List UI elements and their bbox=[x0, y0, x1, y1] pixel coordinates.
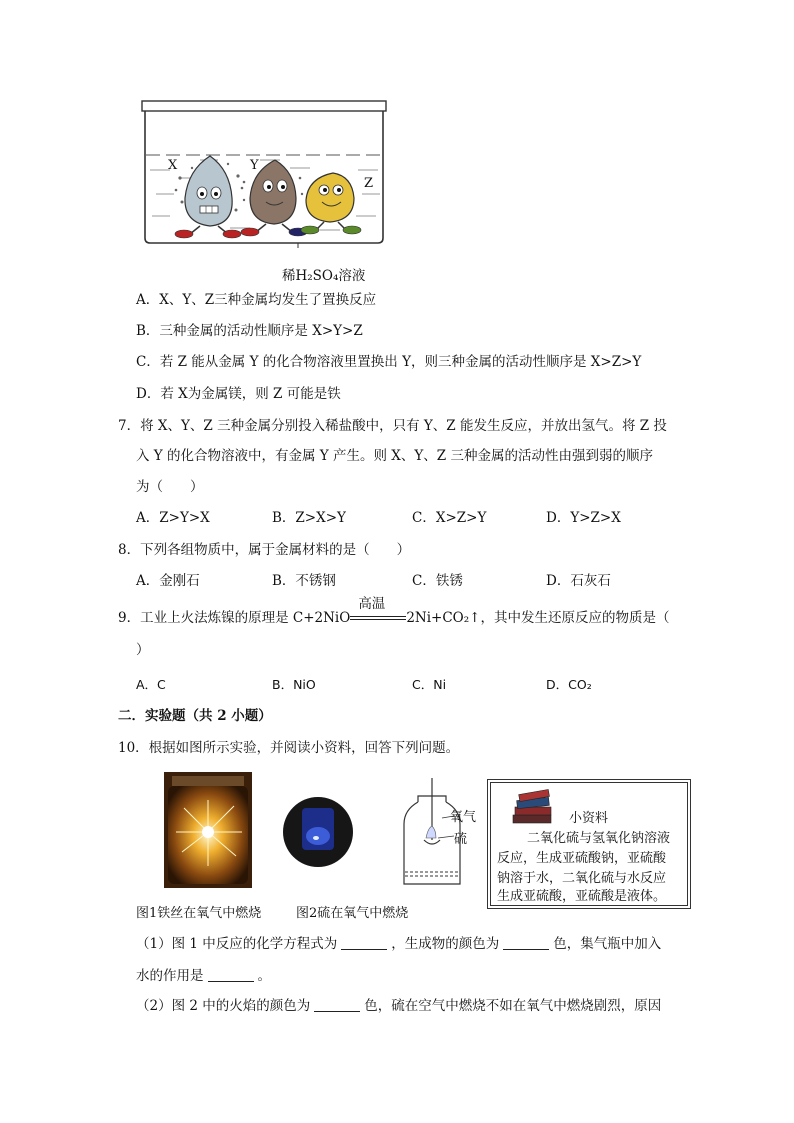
q10-part2-text-b: 色，硫在空气中燃烧不如在氧气中燃烧剧烈，原因 bbox=[364, 998, 662, 1014]
q9-stem bbox=[118, 596, 670, 628]
beaker-caption: 稀H₂SO₄溶液 bbox=[282, 268, 366, 284]
q9-option-b: B．NiO bbox=[272, 677, 316, 692]
beaker-figure bbox=[140, 98, 390, 248]
q10-part1-line2 bbox=[136, 966, 271, 986]
q10-part1-text-c: 色，集气瓶中加入 bbox=[553, 936, 662, 952]
q7-stem-line3: 为（ ） bbox=[136, 479, 204, 495]
q10-part2-line1 bbox=[136, 996, 661, 1016]
info-line-2: 反应，生成亚硫酸钠，亚硫酸 bbox=[497, 851, 667, 866]
q7-stem-line1: 7．将 X、Y、Z 三种金属分别投入稀盐酸中，只有 Y、Z 能发生反应，并放出氢气。将 Z 投 bbox=[118, 418, 667, 434]
q10-part2-blank-flame-color[interactable] bbox=[314, 997, 360, 1012]
label-oxygen: 氧气 bbox=[450, 810, 477, 825]
label-sulfur: 硫 bbox=[454, 832, 468, 847]
q9-option-c: C．Ni bbox=[412, 677, 447, 692]
books-icon bbox=[509, 789, 557, 827]
q8-stem: 8．下列各组物质中，属于金属材料的是（ ） bbox=[118, 542, 411, 558]
q10-part1-line1 bbox=[136, 934, 661, 954]
metal-x-label: X bbox=[168, 158, 178, 173]
q6-option-c: C．若 Z 能从金属 Y 的化合物溶液里置换出 Y，则三种金属的活动性顺序是 X>Z>Y bbox=[136, 354, 642, 370]
q8-option-d: D．石灰石 bbox=[546, 573, 611, 589]
metal-x-character bbox=[175, 156, 246, 238]
q9-stem-before: 9．工业上火法炼镍的原理是 C+2NiO bbox=[118, 610, 351, 626]
q10-part1-text-d: 水的作用是 bbox=[136, 968, 204, 984]
metal-z-label: Z bbox=[364, 176, 374, 191]
q10-stem: 10．根据如图所示实验，并阅读小资料，回答下列问题。 bbox=[118, 740, 460, 756]
q9-condition: 高温 bbox=[358, 596, 386, 612]
q10-part1-text-e: 。 bbox=[257, 968, 271, 984]
info-line-1: 二氧化硫与氢氧化钠溶液 bbox=[527, 831, 671, 846]
metal-z-character bbox=[301, 173, 361, 234]
q10-part1-text-b: ，生成物的颜色为 bbox=[391, 936, 500, 952]
q9-reaction-arrow bbox=[350, 596, 406, 628]
q7-option-c: C．X>Z>Y bbox=[412, 510, 487, 526]
q6-option-d: D．若 X为金属镁，则 Z 可能是铁 bbox=[136, 386, 341, 402]
q10-part1-blank-color[interactable] bbox=[503, 935, 549, 950]
metal-y-label: Y bbox=[250, 158, 259, 173]
q9-stem-after: 2Ni+CO₂↑，其中发生还原反应的物质是（ bbox=[406, 610, 670, 626]
q7-option-d: D．Y>Z>X bbox=[546, 510, 621, 526]
q9-stem-line2: ） bbox=[136, 642, 150, 658]
q9-option-d: D．CO₂ bbox=[546, 677, 592, 692]
q7-stem-line2: 入 Y 的化合物溶液中，有金属 Y 产生。则 X、Y、Z 三种金属的活动性由强到弱的顺序 bbox=[136, 448, 653, 464]
q6-option-a: A．X、Y、Z三种金属均发生了置换反应 bbox=[136, 292, 377, 308]
beaker-drawing bbox=[140, 98, 390, 248]
q7-option-b: B．Z>X>Y bbox=[272, 510, 346, 526]
info-line-4: 生成亚硫酸，亚硫酸是液体。 bbox=[497, 889, 667, 904]
info-line-3: 钠溶于水，二氧化硫与水反应 bbox=[497, 871, 667, 886]
q7-option-a: A．Z>Y>X bbox=[136, 510, 210, 526]
q9-option-a: A．C bbox=[136, 677, 166, 692]
info-box bbox=[490, 782, 688, 906]
q8-option-c: C．铁锈 bbox=[412, 573, 463, 589]
q6-option-b: B．三种金属的活动性顺序是 X>Y>Z bbox=[136, 323, 363, 339]
q8-option-b: B．不锈钢 bbox=[272, 573, 336, 589]
info-title: 小资料 bbox=[569, 811, 609, 826]
q10-part1-blank-water[interactable] bbox=[208, 967, 254, 982]
apparatus-diagram bbox=[396, 776, 477, 888]
q10-part1-blank-equation[interactable] bbox=[341, 935, 387, 950]
fig1-caption: 图1铁丝在氧气中燃烧 bbox=[136, 906, 262, 921]
q10-part2-text-a: （2）图 2 中的火焰的颜色为 bbox=[136, 998, 311, 1014]
q10-part1-text-a: （1）图 1 中反应的化学方程式为 bbox=[136, 936, 338, 952]
fig1-iron-burning-image bbox=[164, 772, 252, 888]
fig2-sulfur-burning-image bbox=[282, 796, 354, 868]
section-heading: 二．实验题（共 2 小题） bbox=[118, 708, 272, 724]
q8-option-a: A．金刚石 bbox=[136, 573, 200, 589]
fig2-caption: 图2硫在氧气中燃烧 bbox=[296, 906, 409, 921]
